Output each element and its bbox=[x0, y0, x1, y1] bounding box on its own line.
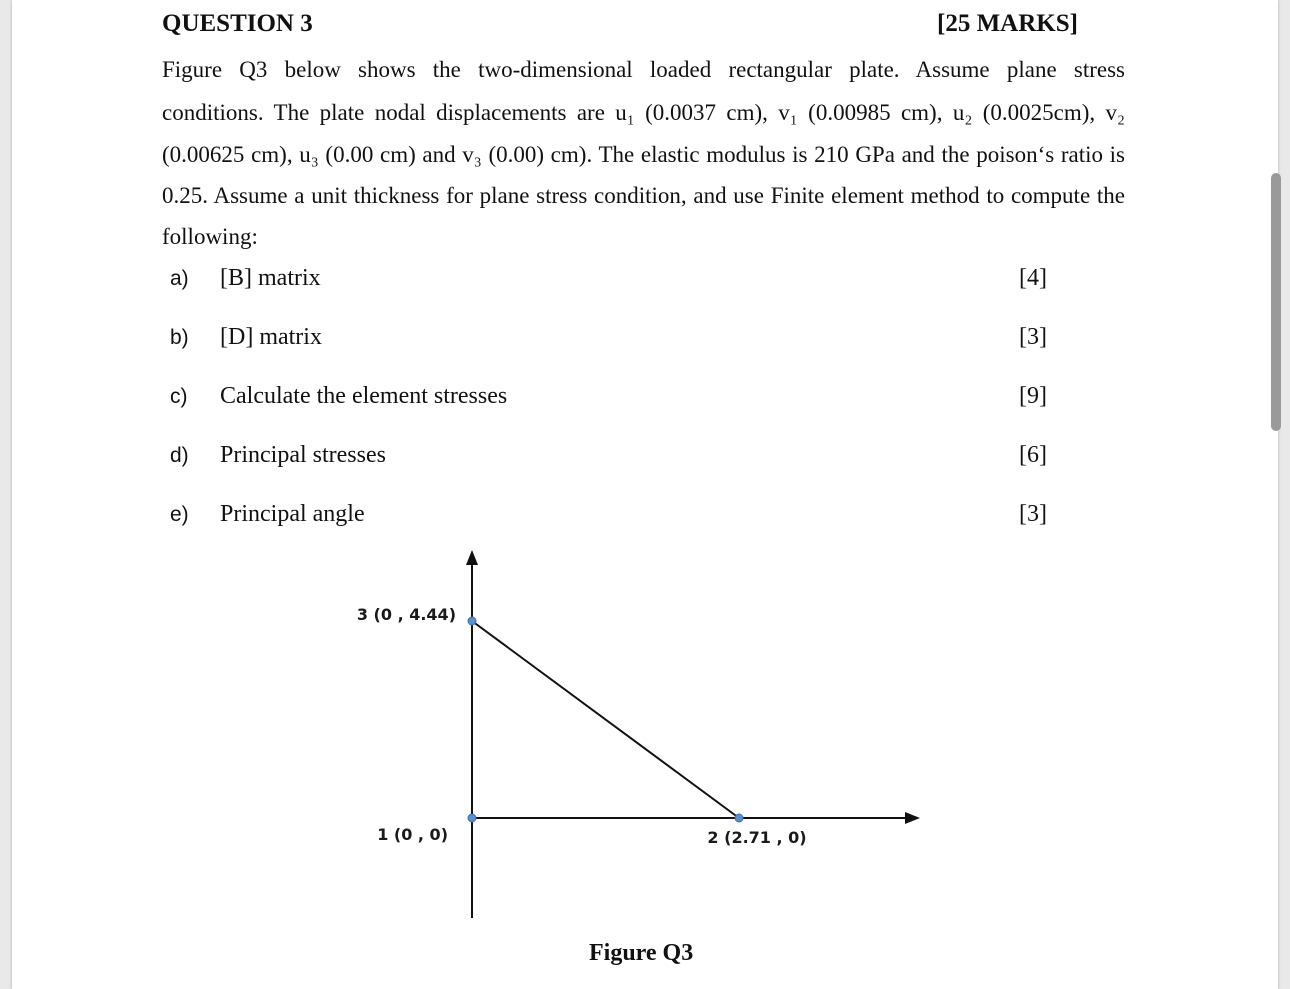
node-3 bbox=[468, 617, 476, 625]
question-total-marks: [25 MARKS] bbox=[937, 10, 1078, 37]
task-text: Principal stresses bbox=[220, 442, 386, 468]
task-letter: d) bbox=[170, 444, 189, 467]
task-mark: [3] bbox=[1019, 324, 1047, 350]
question-heading: QUESTION 3 bbox=[162, 10, 313, 37]
task-letter: b) bbox=[170, 326, 189, 349]
paragraph-line-5: following: bbox=[162, 224, 258, 249]
task-text: [D] matrix bbox=[220, 324, 322, 350]
paragraph-line-3: (0.00625 cm), u₃ (0.00 cm) and v₃ (0.00) cm). The elastic modulus is 210 GPa and the poison‘s ratio is bbox=[162, 142, 1125, 167]
task-mark: [9] bbox=[1019, 383, 1047, 409]
vertical-scrollbar[interactable] bbox=[1271, 173, 1281, 431]
paragraph-line-1: Figure Q3 below shows the two-dimensional loaded rectangular plate. Assume plane stress bbox=[162, 57, 1125, 82]
task-mark: [6] bbox=[1019, 442, 1047, 468]
task-letter: a) bbox=[170, 267, 189, 290]
node-2-label: 2 (2.71 , 0) bbox=[707, 828, 807, 847]
task-mark: [3] bbox=[1019, 501, 1047, 527]
document-page bbox=[12, 0, 1278, 989]
element-edge-2-3 bbox=[472, 621, 739, 818]
node-1-label: 1 (0 , 0) bbox=[377, 825, 448, 844]
task-mark: [4] bbox=[1019, 265, 1047, 291]
paragraph-line-2: conditions. The plate nodal displacements are u₁ (0.0037 cm), v₁ (0.00985 cm), u₂ (0.0025cm), v₂ bbox=[162, 100, 1125, 125]
task-letter: e) bbox=[170, 503, 189, 526]
x-axis-arrow-icon bbox=[905, 812, 920, 824]
figure-caption: Figure Q3 bbox=[589, 940, 694, 966]
task-text: [B] matrix bbox=[220, 265, 321, 291]
task-letter: c) bbox=[170, 385, 188, 408]
task-text: Calculate the element stresses bbox=[220, 383, 508, 409]
paragraph-line-4: 0.25. Assume a unit thickness for plane stress condition, and use Finite element method to compute the bbox=[162, 183, 1125, 208]
node-3-label: 3 (0 , 4.44) bbox=[356, 605, 456, 624]
node-1 bbox=[468, 814, 476, 822]
node-2 bbox=[735, 814, 743, 822]
task-text: Principal angle bbox=[220, 501, 365, 527]
y-axis-arrow-icon bbox=[466, 550, 478, 565]
